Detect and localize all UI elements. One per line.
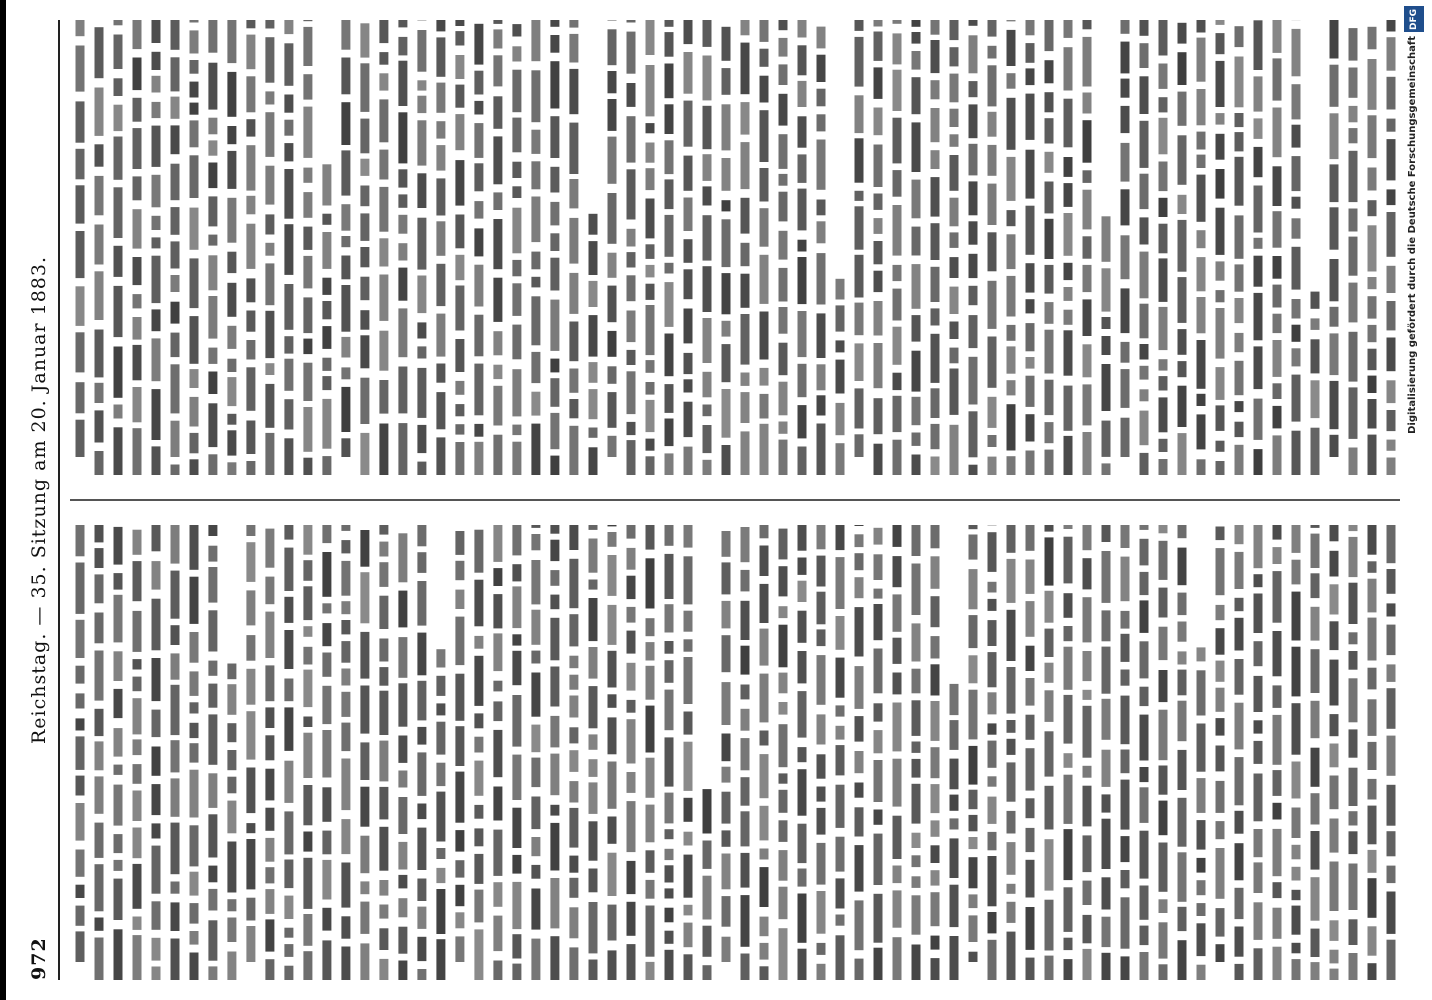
text-line (493, 525, 502, 980)
text-line (1026, 20, 1035, 475)
text-line (208, 525, 217, 980)
text-line (436, 20, 445, 475)
text-line (531, 525, 540, 980)
text-line (171, 525, 180, 980)
text-line (265, 20, 274, 475)
text-line (227, 664, 236, 981)
text-line (1197, 647, 1206, 980)
text-column-right-lines (70, 20, 1400, 475)
text-line (284, 525, 293, 980)
text-line (303, 525, 312, 980)
text-line (1311, 525, 1320, 980)
page-header (28, 20, 58, 980)
text-line (779, 20, 788, 475)
text-line (912, 525, 921, 980)
text-line (360, 23, 369, 475)
text-line (741, 527, 750, 980)
running-title: Reichstag. — 35. Sitzung am 20. Januar 1883. (28, 255, 50, 745)
text-line (246, 525, 255, 962)
text-line (1007, 525, 1016, 980)
text-line (722, 27, 731, 475)
text-line (531, 20, 540, 475)
text-line (1121, 20, 1130, 457)
text-line (1254, 525, 1263, 980)
text-line (608, 20, 617, 457)
text-column-right (70, 20, 1400, 475)
text-line (1026, 525, 1035, 980)
digitization-credit: Digitalisierung gefördert durch die Deutsche Forschungsgemeinschaft (1407, 36, 1418, 434)
text-line (836, 279, 845, 475)
text-line (798, 20, 807, 475)
text-line (1254, 20, 1263, 475)
text-line (684, 20, 693, 475)
text-line (950, 20, 959, 475)
text-line (95, 27, 104, 475)
text-line (950, 684, 959, 980)
text-line (455, 20, 464, 475)
text-line (1140, 525, 1149, 980)
text-line (1235, 525, 1244, 980)
text-line (341, 525, 350, 980)
text-line (1178, 23, 1187, 475)
text-line (589, 525, 598, 980)
text-line (703, 20, 712, 475)
text-line (893, 525, 902, 980)
text-line (722, 531, 731, 962)
text-line (133, 530, 142, 980)
text-line (512, 24, 521, 475)
text-line (1368, 525, 1377, 980)
text-line (741, 20, 750, 475)
text-line (114, 527, 123, 980)
text-line (398, 20, 407, 475)
text-line (988, 525, 997, 980)
text-line (1216, 527, 1225, 963)
text-line (627, 20, 636, 475)
dfg-logo: DFG (1404, 6, 1424, 32)
text-line (1330, 525, 1339, 980)
text-line (1064, 20, 1073, 475)
text-line (474, 24, 483, 475)
text-line (1273, 20, 1282, 475)
text-line (1083, 525, 1092, 980)
text-line (1368, 27, 1377, 475)
text-line (760, 525, 769, 980)
text-line (1349, 525, 1358, 980)
column-divider (70, 499, 1400, 501)
text-line (646, 525, 655, 980)
text-line (322, 164, 331, 475)
text-line (379, 20, 388, 475)
header-rule (58, 20, 60, 980)
text-line (322, 525, 331, 980)
text-line (1292, 20, 1301, 475)
text-line (569, 20, 578, 475)
text-line (569, 525, 578, 980)
text-line (398, 533, 407, 980)
text-line (969, 20, 978, 475)
text-line (1330, 20, 1339, 457)
scan-edge-rule (0, 0, 6, 1000)
text-line (1121, 525, 1130, 980)
text-line (817, 525, 826, 980)
text-line (1045, 20, 1054, 475)
text-line (152, 20, 161, 475)
text-line (893, 20, 902, 475)
text-line (1216, 20, 1225, 475)
page-number: 972 (28, 937, 50, 980)
text-line (779, 529, 788, 980)
text-line (303, 20, 312, 475)
text-line (436, 649, 445, 980)
text-line (1387, 525, 1396, 980)
text-line (1197, 20, 1206, 475)
text-line (550, 20, 559, 475)
text-line (455, 531, 464, 962)
text-line (76, 525, 85, 962)
text-line (1178, 525, 1187, 980)
text-line (969, 525, 978, 962)
text-line (665, 525, 674, 980)
text-line (341, 20, 350, 457)
text-line (760, 20, 769, 475)
text-column-left-lines (70, 525, 1400, 980)
text-line (1292, 525, 1301, 980)
text-line (152, 525, 161, 980)
text-line (1273, 525, 1282, 980)
text-line (1235, 26, 1244, 475)
text-line (817, 27, 826, 475)
text-line (1387, 20, 1396, 475)
text-line (417, 20, 426, 475)
text-line (95, 525, 104, 980)
text-line (988, 20, 997, 475)
text-line (171, 20, 180, 475)
text-line (798, 525, 807, 980)
text-column-left (70, 525, 1400, 980)
text-line (665, 20, 674, 475)
text-line (208, 20, 217, 475)
text-line (1083, 20, 1092, 475)
text-line (114, 20, 123, 475)
text-line (855, 525, 864, 980)
text-line (246, 20, 255, 475)
text-line (417, 525, 426, 980)
text-line (190, 525, 199, 980)
text-line (836, 525, 845, 980)
text-line (265, 529, 274, 980)
text-line (474, 530, 483, 980)
text-line (589, 214, 598, 475)
text-line (608, 525, 617, 980)
text-line (912, 20, 921, 475)
text-line (1349, 28, 1358, 475)
text-line (1045, 525, 1054, 980)
text-line (931, 525, 940, 980)
text-line (284, 20, 293, 475)
text-line (627, 525, 636, 980)
text-line (550, 525, 559, 980)
text-line (133, 20, 142, 475)
text-line (360, 530, 369, 980)
text-line (190, 20, 199, 475)
text-line (512, 525, 521, 980)
text-line (1140, 20, 1149, 475)
text-line (874, 20, 883, 475)
text-line (1311, 292, 1320, 475)
text-line (76, 20, 85, 457)
text-line (493, 20, 502, 475)
text-line (684, 525, 693, 980)
text-line (1102, 216, 1111, 475)
text-line (855, 20, 864, 457)
text-line (931, 20, 940, 475)
text-line (1064, 525, 1073, 980)
text-line (379, 525, 388, 980)
text-line (1159, 20, 1168, 475)
text-line (227, 20, 236, 475)
text-line (1102, 525, 1111, 980)
text-line (646, 20, 655, 475)
text-line (1159, 525, 1168, 980)
text-line (1007, 20, 1016, 475)
text-line (874, 528, 883, 980)
text-line (703, 789, 712, 980)
